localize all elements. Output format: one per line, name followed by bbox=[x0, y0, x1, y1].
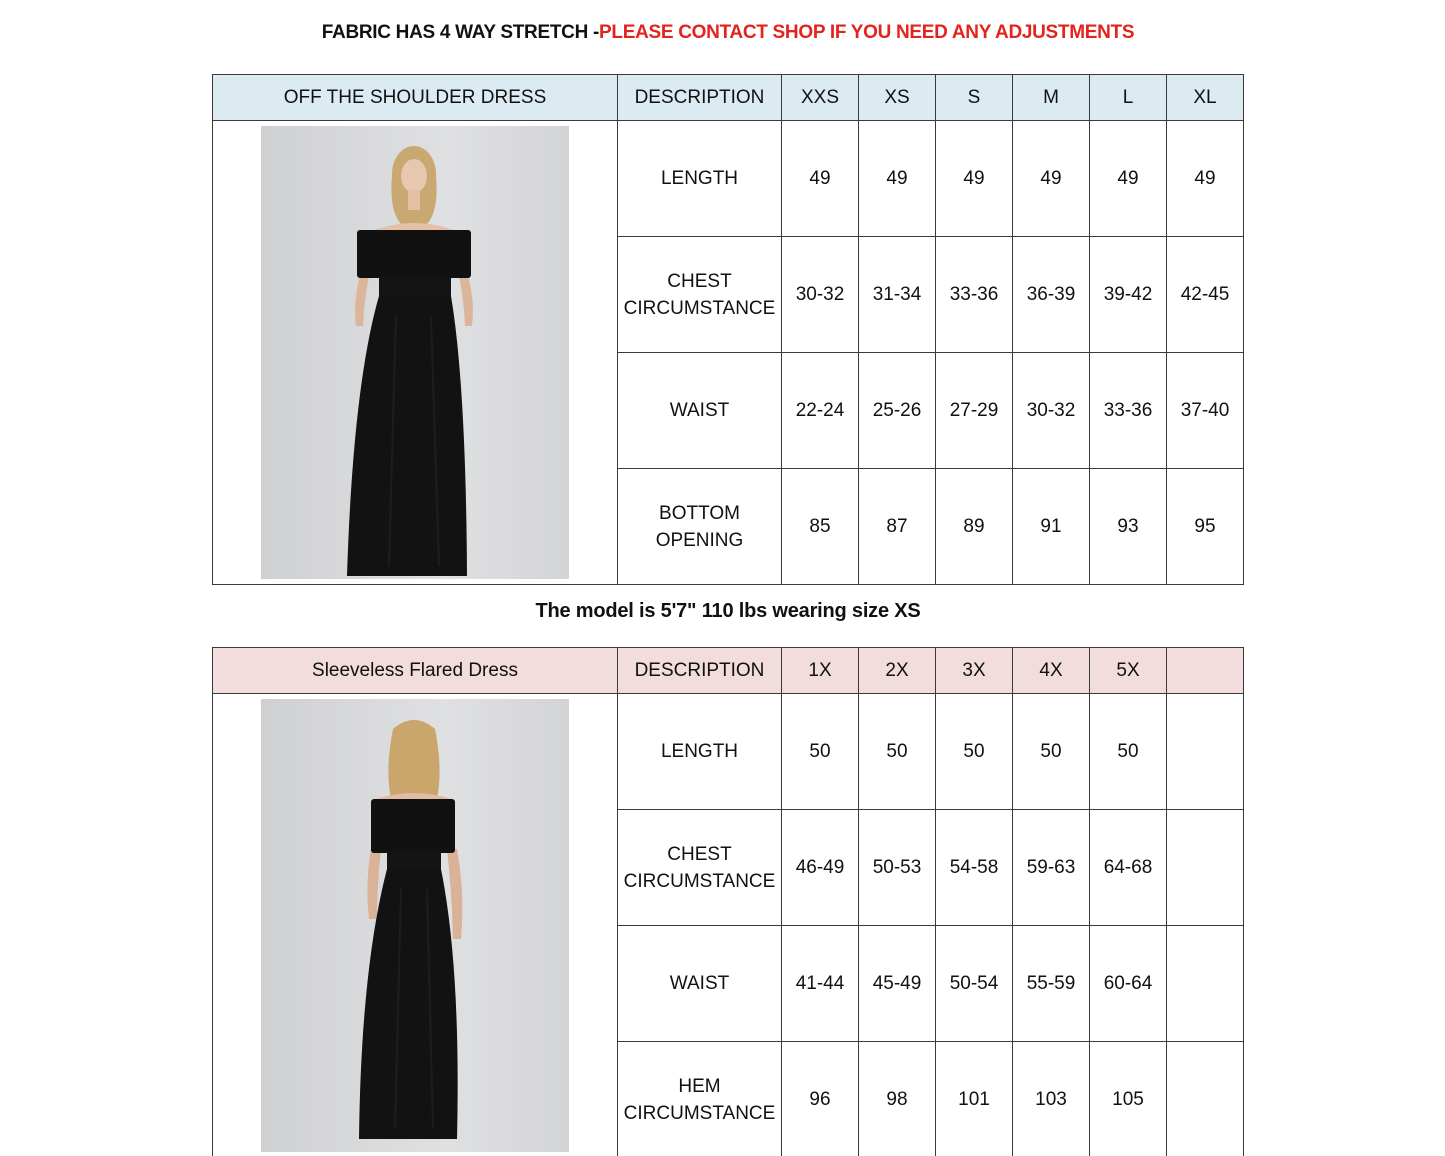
description-header: DESCRIPTION bbox=[618, 648, 782, 694]
measurement-label: LENGTH bbox=[618, 694, 782, 810]
measurement-value: 30-32 bbox=[782, 237, 859, 353]
measurement-value: 64-68 bbox=[1090, 810, 1167, 926]
table-row bbox=[213, 694, 1244, 810]
measurement-value: 49 bbox=[859, 121, 936, 237]
measurement-value: 55-59 bbox=[1013, 926, 1090, 1042]
measurement-value: 89 bbox=[936, 469, 1013, 585]
contact-shop-notice: PLEASE CONTACT SHOP IF YOU NEED ANY ADJUSTMENTS bbox=[599, 22, 1135, 43]
product-title: Sleeveless Flared Dress bbox=[213, 648, 618, 694]
measurement-value: 103 bbox=[1013, 1042, 1090, 1156]
product-photo-cell bbox=[213, 694, 618, 1156]
measurement-value-empty bbox=[1167, 810, 1244, 926]
measurement-value: 31-34 bbox=[859, 237, 936, 353]
measurement-value: 41-44 bbox=[782, 926, 859, 1042]
size-header: 4X bbox=[1013, 648, 1090, 694]
measurement-label: CHEST CIRCUMSTANCE bbox=[618, 810, 782, 926]
measurement-label: WAIST bbox=[618, 926, 782, 1042]
measurement-label: LENGTH bbox=[618, 121, 782, 237]
product-photo-cell bbox=[213, 121, 618, 585]
measurement-value: 98 bbox=[859, 1042, 936, 1156]
size-header: XXS bbox=[782, 75, 859, 121]
dress-front-illustration bbox=[261, 126, 569, 579]
measurement-label: HEM CIRCUMSTANCE bbox=[618, 1042, 782, 1156]
product-photo-back bbox=[261, 699, 569, 1152]
size-header: 3X bbox=[936, 648, 1013, 694]
size-header-empty bbox=[1167, 648, 1244, 694]
size-header: 1X bbox=[782, 648, 859, 694]
measurement-value: 50-54 bbox=[936, 926, 1013, 1042]
measurement-value: 45-49 bbox=[859, 926, 936, 1042]
measurement-value: 49 bbox=[782, 121, 859, 237]
measurement-value-empty bbox=[1167, 694, 1244, 810]
measurement-value: 46-49 bbox=[782, 810, 859, 926]
measurement-label: CHEST CIRCUMSTANCE bbox=[618, 237, 782, 353]
measurement-value: 60-64 bbox=[1090, 926, 1167, 1042]
stretch-notice-text: FABRIC HAS 4 WAY STRETCH - bbox=[321, 22, 600, 43]
size-chart-sleeveless-flared bbox=[212, 647, 1244, 1156]
measurement-value: 93 bbox=[1090, 469, 1167, 585]
product-photo-front bbox=[261, 126, 569, 579]
measurement-value: 49 bbox=[936, 121, 1013, 237]
measurement-value: 50 bbox=[859, 694, 936, 810]
size-header: 5X bbox=[1090, 648, 1167, 694]
measurement-value: 42-45 bbox=[1167, 237, 1244, 353]
measurement-value: 87 bbox=[859, 469, 936, 585]
size-header: XS bbox=[859, 75, 936, 121]
measurement-value: 25-26 bbox=[859, 353, 936, 469]
measurement-value: 36-39 bbox=[1013, 237, 1090, 353]
size-chart-off-the-shoulder bbox=[212, 74, 1244, 585]
size-header: L bbox=[1090, 75, 1167, 121]
size-chart-header-row bbox=[213, 75, 1244, 121]
measurement-value-empty bbox=[1167, 926, 1244, 1042]
measurement-value: 96 bbox=[782, 1042, 859, 1156]
measurement-value: 49 bbox=[1013, 121, 1090, 237]
measurement-value: 33-36 bbox=[1090, 353, 1167, 469]
measurement-value: 101 bbox=[936, 1042, 1013, 1156]
measurement-value: 27-29 bbox=[936, 353, 1013, 469]
description-header: DESCRIPTION bbox=[618, 75, 782, 121]
size-chart-header-row bbox=[213, 648, 1244, 694]
stretch-notice-banner bbox=[0, 22, 1445, 44]
measurement-label: WAIST bbox=[618, 353, 782, 469]
size-header: M bbox=[1013, 75, 1090, 121]
measurement-value: 54-58 bbox=[936, 810, 1013, 926]
measurement-value: 50 bbox=[1013, 694, 1090, 810]
measurement-value: 39-42 bbox=[1090, 237, 1167, 353]
measurement-label: BOTTOM OPENING bbox=[618, 469, 782, 585]
product-title: OFF THE SHOULDER DRESS bbox=[213, 75, 618, 121]
measurement-value: 95 bbox=[1167, 469, 1244, 585]
measurement-value: 50 bbox=[1090, 694, 1167, 810]
measurement-value: 50 bbox=[936, 694, 1013, 810]
size-header: XL bbox=[1167, 75, 1244, 121]
measurement-value: 33-36 bbox=[936, 237, 1013, 353]
measurement-value: 50-53 bbox=[859, 810, 936, 926]
measurement-value: 91 bbox=[1013, 469, 1090, 585]
size-header: 2X bbox=[859, 648, 936, 694]
measurement-value: 59-63 bbox=[1013, 810, 1090, 926]
size-header: S bbox=[936, 75, 1013, 121]
measurement-value: 49 bbox=[1090, 121, 1167, 237]
measurement-value: 85 bbox=[782, 469, 859, 585]
measurement-value: 37-40 bbox=[1167, 353, 1244, 469]
measurement-value: 105 bbox=[1090, 1042, 1167, 1156]
table-row bbox=[213, 121, 1244, 237]
measurement-value-empty bbox=[1167, 1042, 1244, 1156]
measurement-value: 22-24 bbox=[782, 353, 859, 469]
measurement-value: 49 bbox=[1167, 121, 1244, 237]
measurement-value: 30-32 bbox=[1013, 353, 1090, 469]
measurement-value: 50 bbox=[782, 694, 859, 810]
dress-back-illustration bbox=[261, 699, 569, 1152]
model-size-note: The model is 5'7" 110 lbs wearing size XS bbox=[535, 600, 921, 622]
